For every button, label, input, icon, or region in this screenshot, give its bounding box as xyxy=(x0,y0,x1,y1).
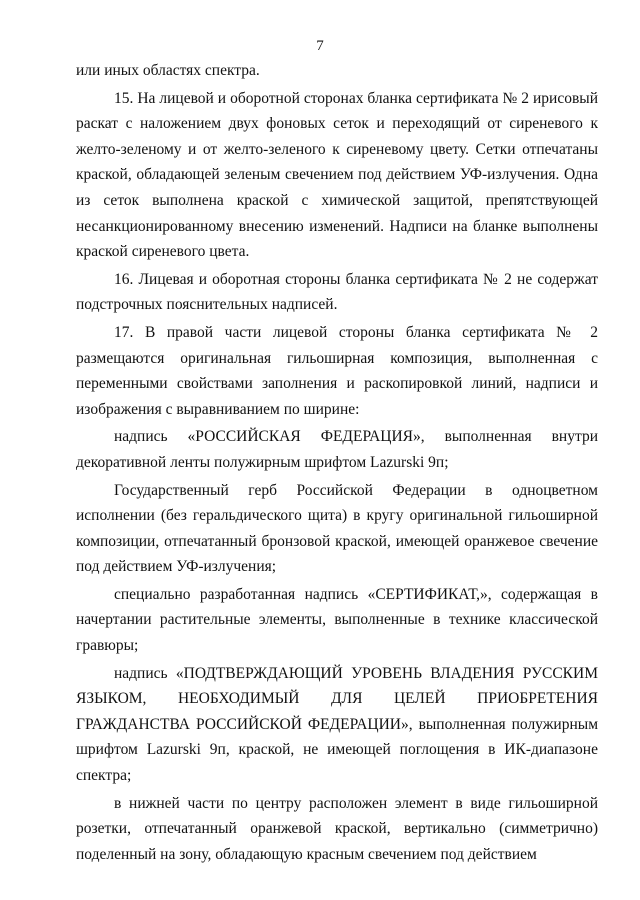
paragraph-rosette: в нижней части по центру расположен элемент в виде гильоширной розетки, отпечатанный оранжевой краской, вертикально (симметрично) поделенный на зону, обладающую красным свечением под действием xyxy=(76,794,598,863)
paragraph-item-15: 15. На лицевой и оборотной сторонах бланка сертификата № 2 ирисовый раскат с наложением двух фоновых сеток и переходящий от сиреневого к желто-зеленому и от желто-зеленого к сиреневому цвету. Сетки отпечатаны краской, обладающей зеленым свечением под действием УФ-излучения. Одна из сеток выполнена краской с химической защитой, препятствующей несанкционированному внесению изменений. Надписи на бланке выполнены краской сиреневого цвета. xyxy=(76,89,598,261)
paragraph-item-17: 17. В правой части лицевой стороны бланка сертификата № 2 размещаются оригинальная гильоширная композиция, выполненная с переменными свойствами заполнения и раскопировкой линий, надписи и изображения с выравниванием по ширине: xyxy=(76,323,598,418)
paragraph-russian-federation-label: надпись «РОССИЙСКАЯ ФЕДЕРАЦИЯ», выполненная внутри декоративной ленты полужирным шрифтом Lazurski 9п; xyxy=(76,428,598,471)
paragraph-coat-of-arms: Государственный герб Российской Федерации в одноцветном исполнении (без геральдического щита) в кругу оригинальной гильоширной композиции, отпечатанный бронзовой краской, имеющей оранжевое свечение под действием УФ-излучения; xyxy=(76,481,598,576)
page-number: 7 xyxy=(316,38,324,54)
paragraph-certificate-label: специально разработанная надпись «СЕРТИФИКАТ,», содержащая в начертании растительные элементы, выполненные в технике классической гравюры; xyxy=(76,585,598,655)
document-body xyxy=(76,58,598,869)
paragraph-item-16: 16. Лицевая и оборотная стороны бланка сертификата № 2 не содержат подстрочных пояснительных надписей. xyxy=(76,270,598,314)
paragraph-language-level-label: надпись «ПОДТВЕРЖДАЮЩИЙ УРОВЕНЬ ВЛАДЕНИЯ РУССКИМ ЯЗЫКОМ, НЕОБХОДИМЫЙ ДЛЯ ЦЕЛЕЙ ПРИОБРЕТЕНИЯ ГРАЖДАНСТВА РОССИЙСКОЙ ФЕДЕРАЦИИ», выполненная полужирным шрифтом Lazurski 9п, краской, не имеющей поглощения в ИК-диапазоне спектра; xyxy=(76,664,598,785)
paragraph-continuation: или иных областях спектра. xyxy=(76,62,260,79)
